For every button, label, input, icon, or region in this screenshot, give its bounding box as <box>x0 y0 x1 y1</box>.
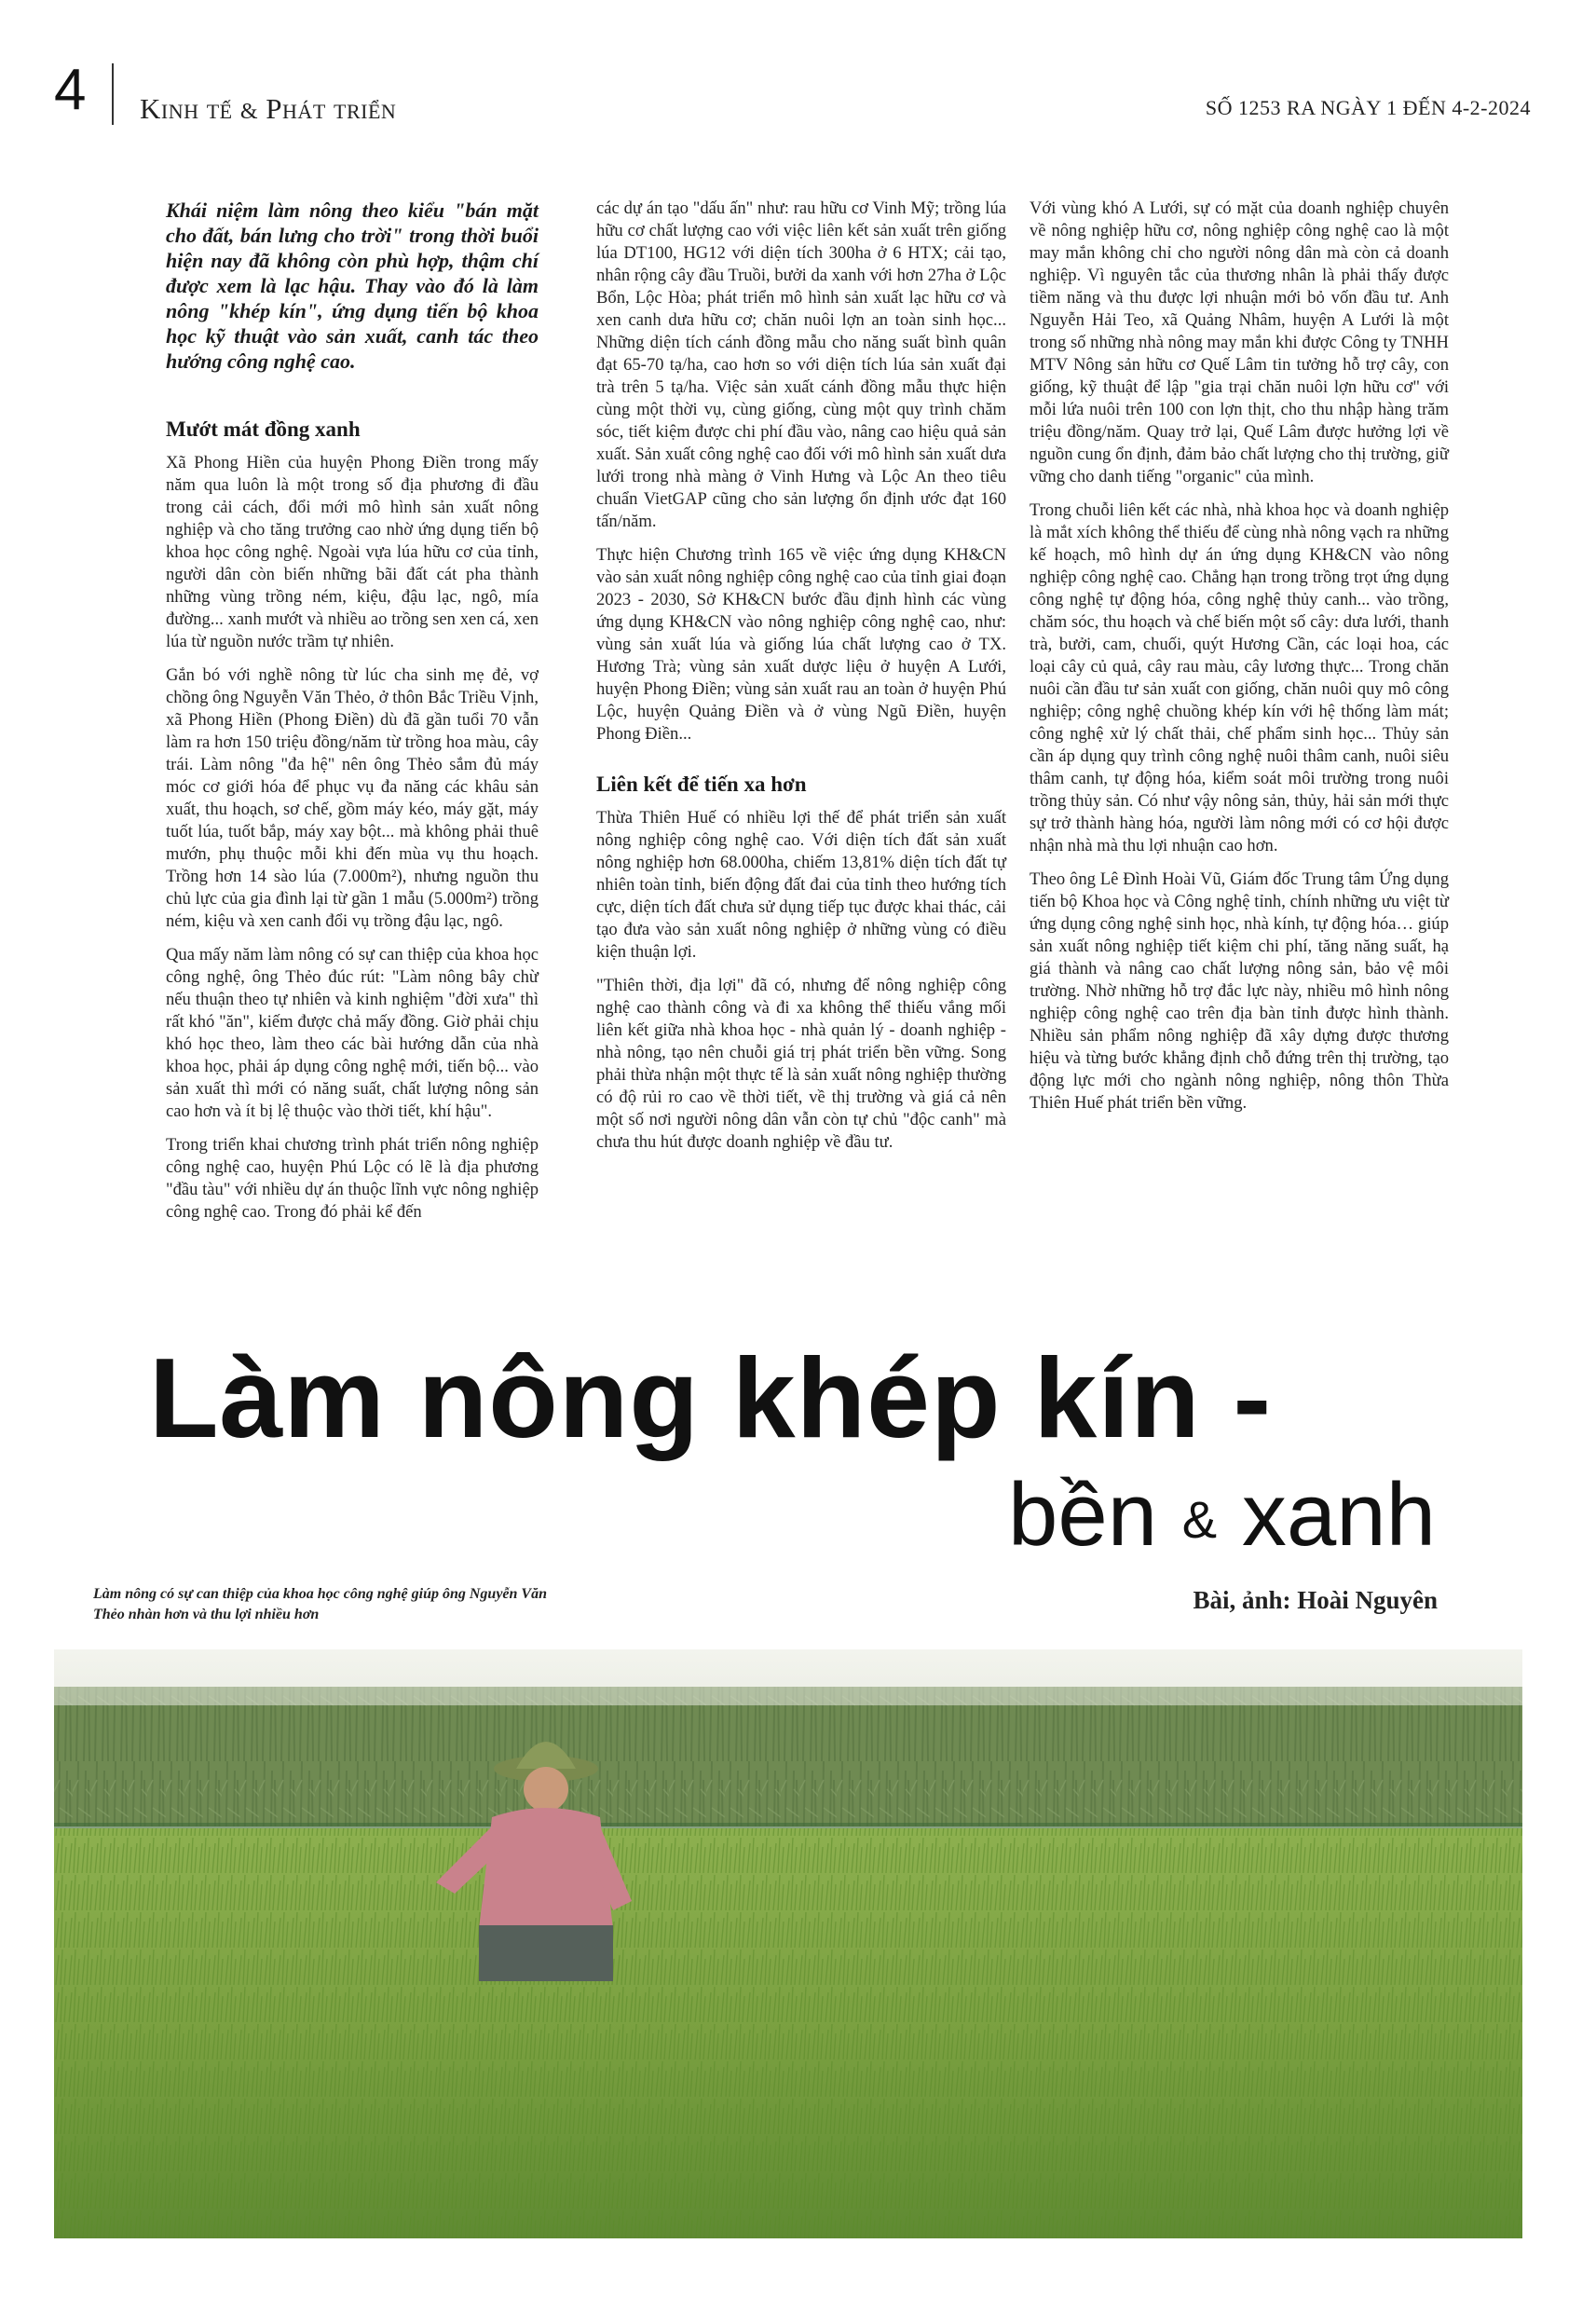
sugarcane-row <box>54 1649 1522 1826</box>
paragraph: Theo ông Lê Đình Hoài Vũ, Giám đốc Trung tâm Ứng dụng tiến bộ Khoa học và Công nghệ tỉnh, chính những ưu việt từ ứng dụng công nghệ sinh học, nhà kính, tự động hóa… giúp sản xuất nông nghiệp tiết kiệm chi phí, tăng năng suất, hạ giá thành và nâng cao chất lượng nông sản, bảo vệ môi trường. Nhờ những hỗ trợ đắc lực này, nhiều mô hình nông nghiệp công nghệ cao trên địa bàn tỉnh được hình thành. Nhiều sản phẩm nông nghiệp đã xây dựng được thương hiệu và từng bước khẳng định chỗ đứng trên thị trường, tạo động lực mới cho ngành nông nghiệp, nông thôn Thừa Thiên Huế phát triển bền vững. <box>1030 869 1449 1113</box>
paragraph: "Thiên thời, địa lợi" đã có, nhưng để nông nghiệp công nghệ cao thành công và đi xa không thể thiếu vắng mối liên kết giữa nhà khoa học - nhà quản lý - doanh nghiệp - nhà nông, tạo nên chuỗi giá trị phát triển bền vững. Song phải thừa nhận một thực tế là sản xuất nông nghiệp thường có độ rủi ro cao về thời tiết, về thị trường và giá cả nên một số nơi người nông dân vẫn còn tự chủ "độc canh" mà chưa thu hút được doanh nghiệp về đầu tư. <box>596 976 1006 1152</box>
page-number: 4 <box>54 58 87 122</box>
section-title-rest: Phát triển <box>258 92 397 125</box>
headline-word-xanh: xanh <box>1217 1465 1436 1565</box>
paragraph: Trong triển khai chương trình phát triển nông nghiệp công nghệ cao, huyện Phú Lộc có lẽ là địa phương "đầu tàu" với nhiều dự án thuộc lĩnh vực nông nghiệp công nghệ cao. Trong đó phải kể đến <box>166 1135 539 1222</box>
photo-caption: Làm nông có sự can thiệp của khoa học công nghệ giúp ông Nguyễn Văn Thẻo nhàn hơn và thu lợi nhiều hơn <box>93 1586 547 1622</box>
article-column-3 <box>1030 198 1449 1126</box>
paragraph: Thừa Thiên Huế có nhiều lợi thế để phát triển sản xuất nông nghiệp công nghệ cao. Với diện tích đất sản xuất nông nghiệp hơn 68.000ha, chiếm 13,81% diện tích đất tự nhiên toàn tỉnh, biến động đất đai của tỉnh theo hướng tích cực, diện tích đất chưa sử dụng tiếp tục được khai thác, cải tạo đưa vào sản xuất nông nghiệp ở những vùng có điều kiện thuận lợi. <box>596 808 1006 962</box>
header-divider <box>112 63 114 125</box>
page-header <box>54 58 1531 132</box>
section-title-amp: & <box>239 100 259 124</box>
subheading-1: Mướt mát đồng xanh <box>166 417 361 441</box>
paragraph: Trong chuỗi liên kết các nhà, nhà khoa học và doanh nghiệp là mắt xích không thể thiếu để cùng nhà nông vạch ra những kế hoạch, mô hình dự án ứng dụng KH&CN vào nông nghiệp công nghệ cao. Chẳng hạn trong trồng trọt ứng dụng công nghệ tự động hóa, công nghệ thủy canh... vào trồng, chăm sóc, thu hoạch và chế biến một số cây: dưa lưới, thanh trà, bưởi, cam, chuối, quýt Hương Cần, các loại hoa, các loại cây củ quả, cây rau màu, cây lương thực... Trong chăn nuôi cần đầu tư sản xuất con giống, chăn nuôi quy mô công nghiệp; công nghệ chuồng khép kín với hệ thống làm mát; công nghệ xử lý chất thải, chế phẩm sinh học... Thủy sản cần áp dụng quy trình công nghệ nuôi thâm canh, nuôi siêu thâm canh, tự động hóa, kiểm soát môi trường trong nuôi trồng thủy sản. Có như vậy nông sản, thủy, hải sản mới thực sự trở thành hàng hóa, người làm nông mới có cơ hội được nhận nhà mà thu lợi nhuận cao hơn. <box>1030 500 1450 855</box>
section-title-main: Kinh tế <box>140 92 240 125</box>
paragraph: Với vùng khó A Lưới, sự có mặt của doanh nghiệp chuyên về nông nghiệp hữu cơ, nông nghiệp công nghệ cao là một may mắn không chỉ cho người nông dân mà còn cả doanh nghiệp. Vì nguyên tắc của thương nhân là phải thấy được tiềm năng và thu được lợi nhuận mới bỏ vốn đầu tư. Anh Nguyễn Hải Teo, xã Quảng Nhâm, huyện A Lưới là một trong số những nhà nông may mắn khi được Công ty TNHH MTV Nông sản hữu cơ Quế Lâm tin tưởng hỗ trợ cây, con giống, kỹ thuật để lập "gia trại chăn nuôi lợn hữu cơ" với mỗi lứa nuôi trên 100 con lợn thịt, cho thu nhập hàng trăm triệu đồng/năm. Quay trở lại, Quế Lâm được hưởng lợi về nguồn cung ổn định, đảm bảo chất lượng cho thị trường, giữ vững cho danh tiếng "organic" của mình. <box>1030 198 1449 486</box>
farm-illustration <box>54 1649 1522 2238</box>
section-title <box>140 93 396 128</box>
paragraph: các dự án tạo "dấu ấn" như: rau hữu cơ Vinh Mỹ; trồng lúa hữu cơ chất lượng cao với việc liên kết sản xuất trên giống lúa DT100, HG12 với diện tích 300ha ở 6 HTX; cải tạo, nhân rộng cây đầu Truồi, bưởi da xanh với hơn 27ha ở Lộc Bổn, Lộc Hòa; phát triển mô hình sản xuất lạc hữu cơ và xen canh dưa hữu cơ; chăn nuôi lợn an toàn sinh học... Những diện tích cánh đồng mẫu cho năng suất bình quân đạt 65-70 tạ/ha, cao hơn so với diện tích lúa sản xuất đại trà trên 5 tạ/ha. Việc sản xuất cánh đồng mẫu thực hiện cùng một thời vụ, cùng giống, cùng một quy trình chăm sóc, tiết kiệm được chi phí đầu vào, nâng cao hiệu quả sản xuất. Sản xuất công nghệ cao đối với mô hình sản xuất dưa lưới trong nhà màng ở Vinh Hưng và Lộc An theo tiêu chuẩn VietGAP cũng cho sản lượng ổn định ước đạt 160 tấn/năm. <box>596 198 1006 531</box>
onion-shoots <box>54 1828 1522 2238</box>
article-column-2 <box>596 198 1006 1165</box>
issue-info: SỐ 1253 RA NGÀY 1 ĐẾN 4-2-2024 <box>1205 96 1531 119</box>
headline-word-ben: bền <box>1007 1465 1182 1565</box>
paragraph: Gắn bó với nghề nông từ lúc cha sinh mẹ đẻ, vợ chồng ông Nguyễn Văn Thẻo, ở thôn Bắc Triều Vịnh, xã Phong Hiền (Phong Điền) dù đã gần tuổi 70 vẫn làm ra hơn 150 triệu đồng/năm từ trồng hoa màu, cây trái. Làm nông "đa hệ" nên ông Thẻo sắm đủ máy móc cơ giới hóa để phục vụ đa năng các khâu sản xuất, thu hoạch, sơ chế, gồm máy kéo, máy gặt, máy tuốt lúa, tuốt bắp, máy xay bột... mà không phải thuê mướn, phụ thuộc mỗi khi đến mùa vụ thu hoạch. Trồng hơn 14 sào lúa (7.000m²), nhưng nguồn thu chủ lực của gia đình lại từ gần 1 mẫu (5.000m²) trồng ném, kiệu và xen canh đổi vụ trồng đậu lạc, ngô. <box>166 665 539 931</box>
article-column-1 <box>166 198 539 1235</box>
byline: Bài, ảnh: Hoài Nguyên <box>1193 1586 1438 1614</box>
farm-photo <box>54 1649 1522 2238</box>
headline-amp: & <box>1181 1490 1218 1549</box>
article-headline: Làm nông khép kín - <box>149 1334 1273 1461</box>
article-lead: Khái niệm làm nông theo kiểu "bán mặt cho đất, bán lưng cho trời" trong thời buổi hiện nay đã không còn phù hợp, thậm chí được xem là lạc hậu. Thay vào đó là làm nông "khép kín", ứng dụng tiến bộ khoa học kỹ thuật vào sản xuất, canh tác theo hướng công nghệ cao. <box>166 198 539 373</box>
paragraph: Thực hiện Chương trình 165 về việc ứng dụng KH&CN vào sản xuất nông nghiệp công nghệ cao của tỉnh giai đoạn 2023 - 2030, Sở KH&CN bước đầu định hình các vùng ứng dụng KH&CN vào nông nghiệp công nghệ cao, như: vùng sản xuất lúa và giống lúa chất lượng cao ở TX. Hương Trà; vùng sản xuất dược liệu ở huyện A Lưới, huyện Phong Điền; vùng sản xuất rau an toàn ở huyện Phú Lộc, huyện Quảng Điền và ở vùng Ngũ Điền, huyện Phong Điền... <box>596 545 1006 744</box>
paragraph: Xã Phong Hiền của huyện Phong Điền trong mấy năm qua luôn là một trong số địa phương đi đầu trong cải cách, đổi mới mô hình sản xuất nông nghiệp và cho tăng trưởng cao nhờ ứng dụng tiến bộ khoa học công nghệ. Ngoài vựa lúa hữu cơ của tỉnh, người dân còn biến những bãi đất cát pha thành những vùng trồng ném, kiệu, đậu lạc, ngô, mía đường... xanh mướt và nhiều ao trồng sen xen cá, xen lúa từ nguồn nước trầm tự nhiên. <box>166 453 539 651</box>
paragraph: Qua mấy năm làm nông có sự can thiệp của khoa học công nghệ, ông Thẻo đúc rút: "Làm nông bây chừ nếu thuận theo tự nhiên và kinh nghiệm "đời xưa" thì rất khó "ăn", kiếm được chả mấy đồng. Giờ phải chịu khó học theo, làm theo các bài hướng dẫn của nhà khoa học, phải áp dụng công nghệ mới, tiến bộ... vào sản xuất thì mới có năng suất, chất lượng nông sản cao hơn và ít bị lệ thuộc vào thời tiết, khí hậu". <box>166 945 539 1121</box>
article-headline-2 <box>1008 1467 1436 1568</box>
subheading-2: Liên kết để tiến xa hơn <box>596 773 807 796</box>
